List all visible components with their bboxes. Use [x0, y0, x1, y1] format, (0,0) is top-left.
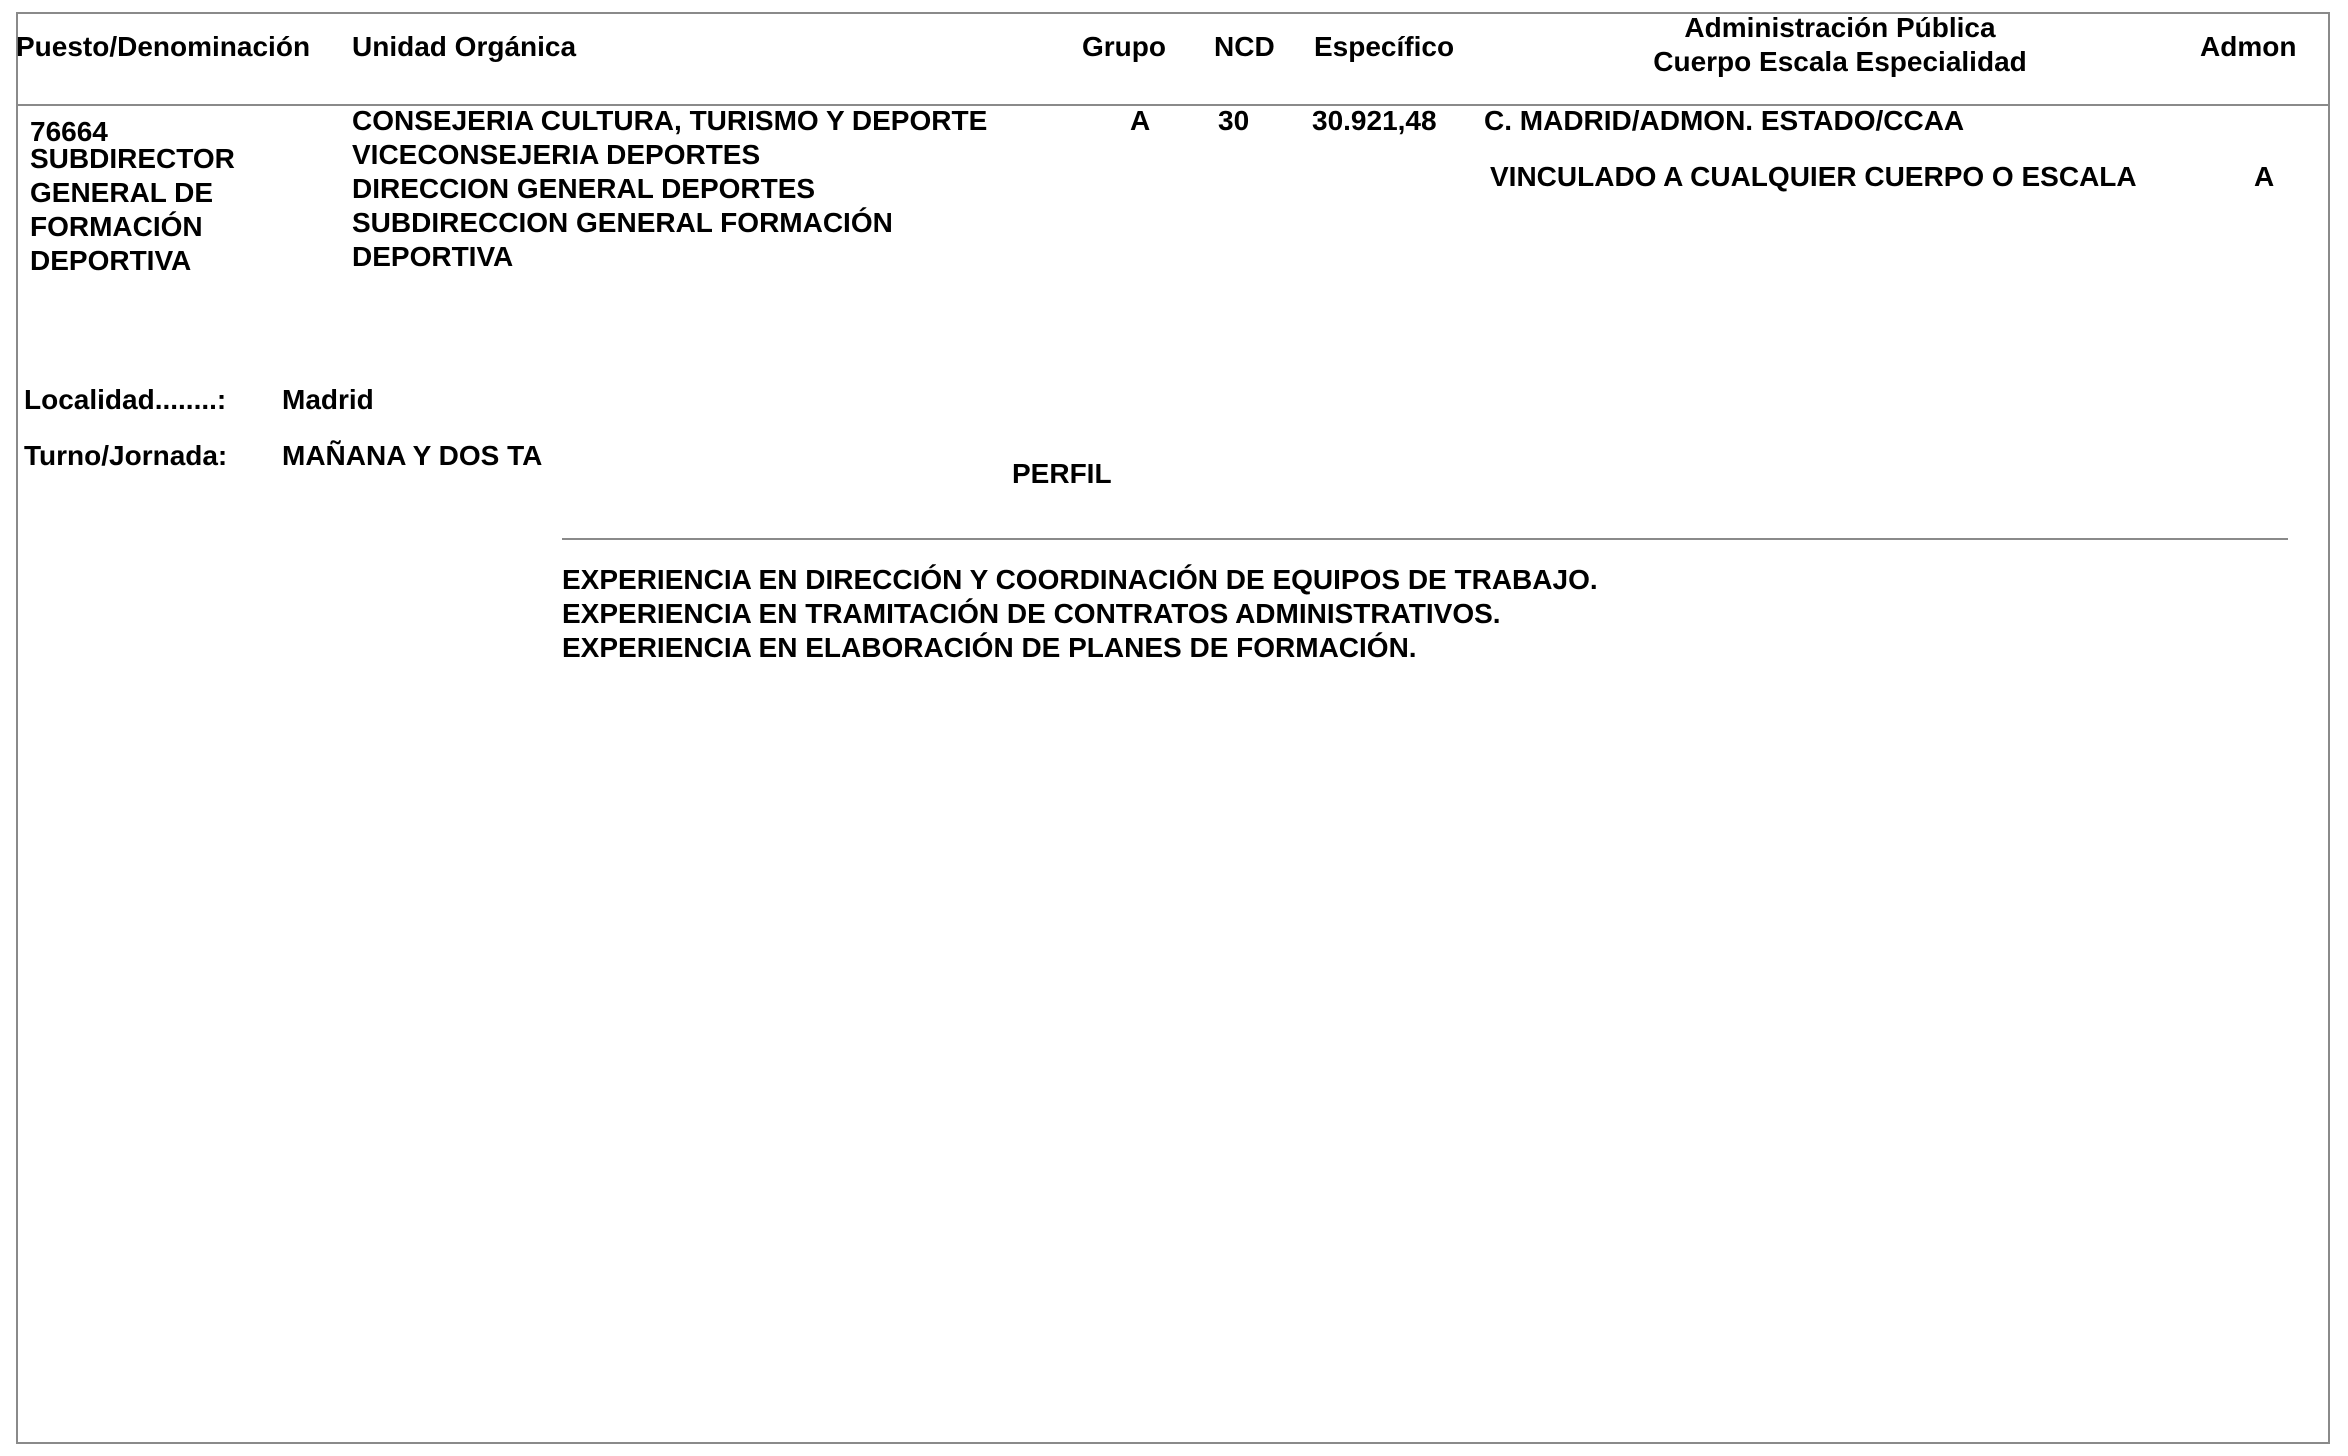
header-especifico: Específico: [1314, 31, 1455, 62]
unidad-line: SUBDIRECCION GENERAL FORMACIÓN: [352, 207, 893, 238]
turno-label: Turno/Jornada:: [24, 440, 228, 471]
perfil-item: EXPERIENCIA EN DIRECCIÓN Y COORDINACIÓN DE EQUIPOS DE TRABAJO.: [562, 564, 1598, 595]
perfil-items: [562, 563, 1598, 665]
perfil-item: EXPERIENCIA EN TRAMITACIÓN DE CONTRATOS ADMINISTRATIVOS.: [562, 598, 1501, 629]
unidad-line: DEPORTIVA: [352, 241, 514, 272]
header-ncd: NCD: [1214, 31, 1275, 62]
denominacion-line: FORMACIÓN: [30, 211, 203, 242]
perfil-item: EXPERIENCIA EN ELABORACIÓN DE PLANES DE FORMACIÓN.: [562, 632, 1417, 663]
especifico-value: 30.921,48: [1312, 105, 1437, 136]
header-administracion-publica: Administración Pública: [1684, 12, 1996, 43]
admon-value: A: [2254, 161, 2275, 192]
localidad-label: Localidad........:: [24, 384, 227, 415]
unidad-line: VICECONSEJERIA DEPORTES: [352, 139, 761, 170]
turno-value: MAÑANA Y DOS TA: [282, 440, 543, 471]
header-cuerpo-escala: Cuerpo Escala Especialidad: [1653, 46, 2027, 77]
header-grupo: Grupo: [1082, 31, 1166, 62]
perfil-divider: [562, 538, 2288, 540]
header-puesto: Puesto/Denominación: [16, 31, 311, 62]
puesto-codigo: 76664: [30, 116, 108, 147]
denominacion-line: DEPORTIVA: [30, 245, 192, 276]
grupo-value: A: [1130, 105, 1151, 136]
header-unidad: Unidad Orgánica: [352, 31, 577, 62]
unidad-line: DIRECCION GENERAL DEPORTES: [352, 173, 816, 204]
localidad-value: Madrid: [282, 384, 374, 415]
puesto-denominacion: [30, 142, 235, 278]
ncd-value: 30: [1218, 105, 1250, 136]
administracion-value: C. MADRID/ADMON. ESTADO/CCAA: [1484, 105, 1965, 136]
cuerpo-value: VINCULADO A CUALQUIER CUERPO O ESCALA: [1490, 161, 2137, 192]
unidad-organica: [352, 104, 987, 274]
denominacion-line: GENERAL DE: [30, 177, 214, 208]
header-admon: Admon: [2200, 31, 2297, 62]
denominacion-line: SUBDIRECTOR: [30, 143, 235, 174]
unidad-line: CONSEJERIA CULTURA, TURISMO Y DEPORTE: [352, 105, 988, 136]
perfil-title: PERFIL: [1012, 458, 1112, 489]
